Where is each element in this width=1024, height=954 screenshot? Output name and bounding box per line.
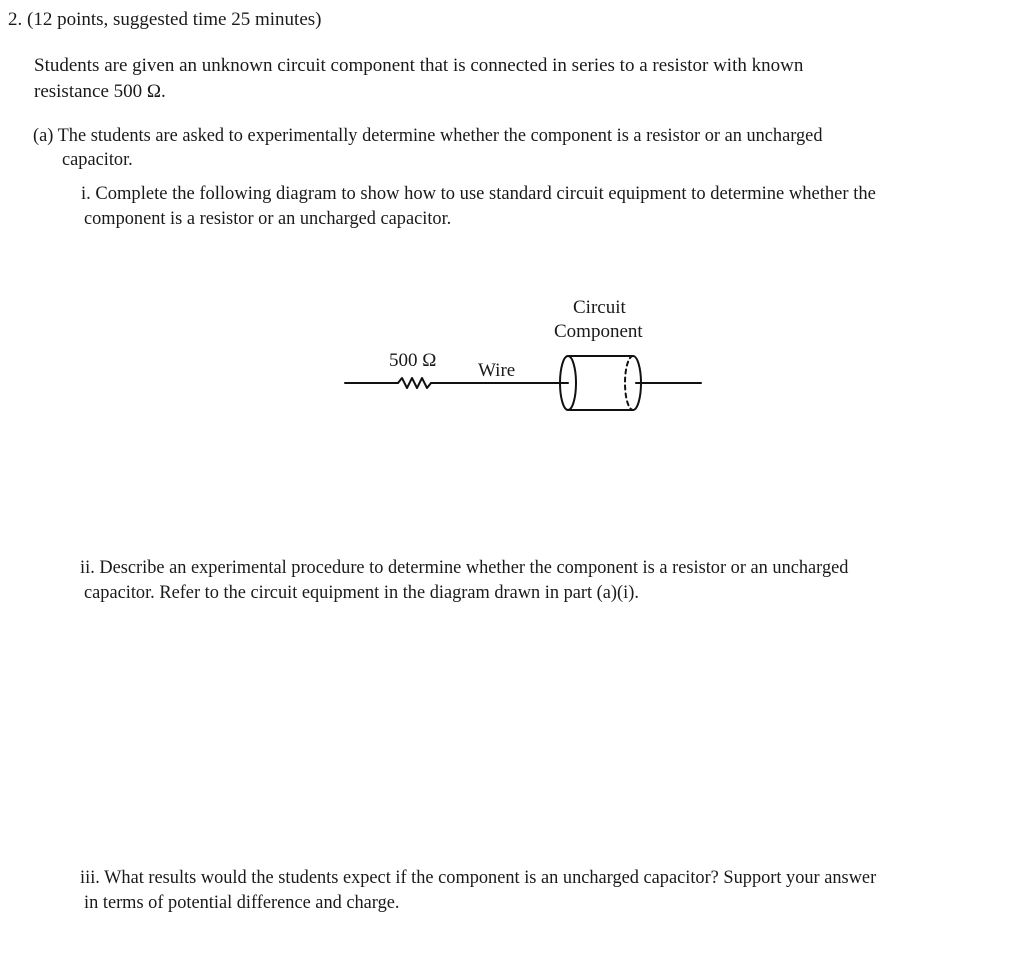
circuit-component-cylinder <box>560 356 641 410</box>
part-iii-line-1: iii. What results would the students expect if the component is an uncharged capacitor? Support your answer <box>80 867 877 888</box>
intro-text-line-2: resistance 500 Ω. <box>34 81 166 102</box>
part-i-line-2: component is a resistor or an uncharged capacitor. <box>84 208 452 229</box>
intro-text-line-1: Students are given an unknown circuit component that is connected in series to a resistor with known <box>34 55 804 76</box>
part-i-line-1: i. Complete the following diagram to show how to use standard circuit equipment to determine whether the <box>81 183 876 204</box>
component-label-line-2: Component <box>554 321 643 342</box>
part-a-line-1: (a) The students are asked to experimentally determine whether the component is a resistor or an uncharged <box>33 125 823 146</box>
part-iii-line-2: in terms of potential difference and charge. <box>84 892 400 913</box>
part-ii-line-2: capacitor. Refer to the circuit equipment in the diagram drawn in part (a)(i). <box>84 582 639 603</box>
resistor-label: 500 Ω <box>389 350 437 371</box>
wire-label: Wire <box>478 360 516 381</box>
question-header: 2. (12 points, suggested time 25 minutes) <box>8 9 322 30</box>
part-ii-line-1: ii. Describe an experimental procedure to determine whether the component is a resistor or an uncharged <box>80 557 849 578</box>
component-label-line-1: Circuit <box>573 297 626 318</box>
part-a-line-2: capacitor. <box>62 149 133 170</box>
resistor-symbol <box>398 378 431 388</box>
